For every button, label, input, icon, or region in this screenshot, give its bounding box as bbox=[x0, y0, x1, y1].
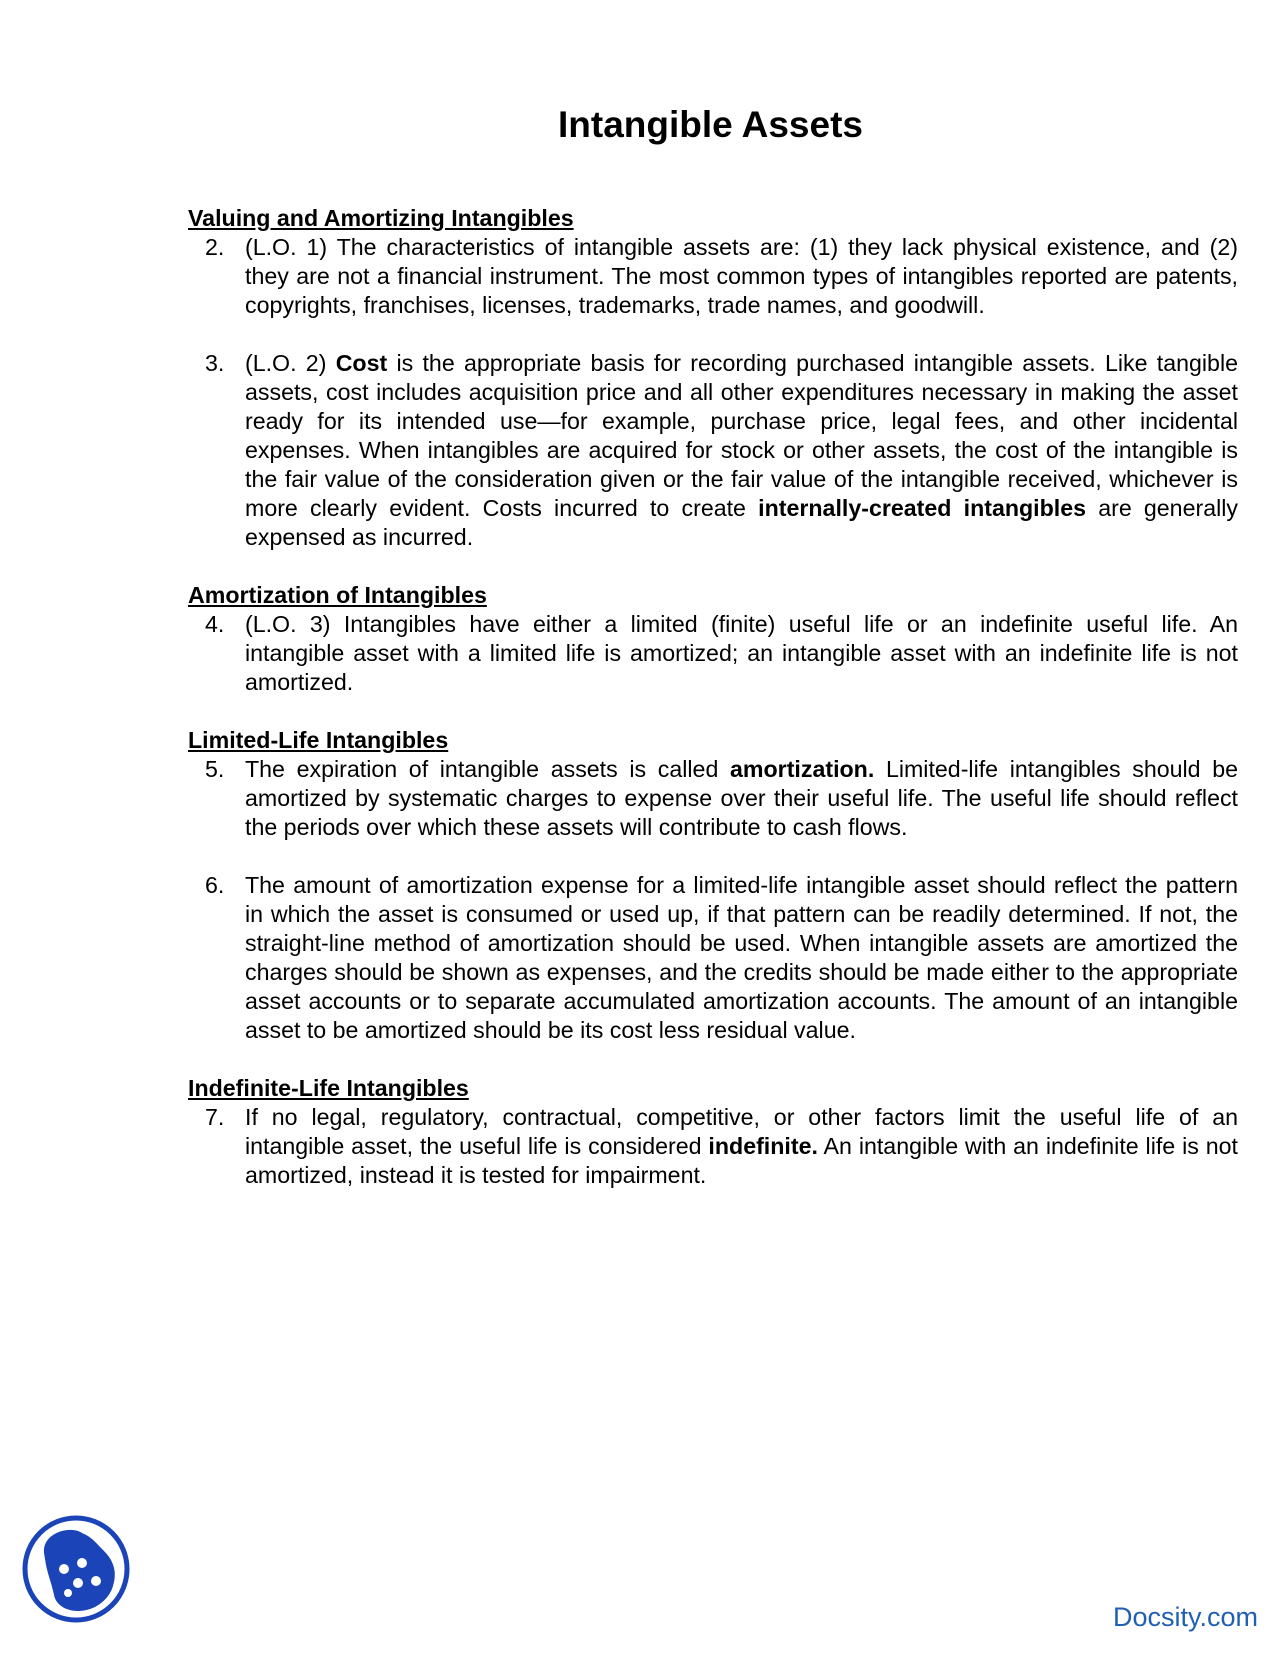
bold-term-amortization: amortization. bbox=[730, 756, 875, 782]
item-number: 7. bbox=[205, 1104, 225, 1130]
item-number: 3. bbox=[205, 350, 225, 376]
item-text: If no legal, regulatory, contractual, competitive, or other factors limit the useful life of an intangible asset, the useful life is considered indefinite. An intangible with an indefinite life is not amortized, instead it is tested for impairment. bbox=[245, 1104, 1238, 1188]
bold-term-internally-created: internally-created intangibles bbox=[758, 495, 1087, 521]
bold-term-cost: Cost bbox=[335, 350, 388, 376]
item-text: (L.O. 2) Cost is the appropriate basis for recording purchased intangible assets. Like tangible assets, cost includes acquisition price and all other expenditures necessary in making the asset ready for its intended use—for example, purchase price, legal fees, and other incidental expenses. When intangibles are acquired for stock or other assets, the cost of the intangible is the fair value of the consideration given or the fair value of the intangible received, whichever is more clearly evident. Costs incurred to create internally-created intangibles are generally expensed as incurred. bbox=[245, 350, 1238, 550]
list-item-4 bbox=[188, 610, 1238, 697]
item-text: (L.O. 3) Intangibles have either a limited (finite) useful life or an indefinite useful life. An intangible asset with a limited life is amortized; an intangible asset with an indefinite life is not amortized. bbox=[245, 611, 1238, 695]
section-heading-indefinite-life: Indefinite-Life Intangibles bbox=[188, 1075, 469, 1101]
item-number: 4. bbox=[205, 611, 225, 637]
item-number: 2. bbox=[205, 234, 225, 260]
bold-term-indefinite: indefinite. bbox=[708, 1133, 818, 1159]
list-item-6 bbox=[188, 871, 1238, 1045]
docsity-logo-icon[interactable] bbox=[20, 1513, 132, 1625]
section-heading-amortization: Amortization of Intangibles bbox=[188, 582, 487, 608]
document-body bbox=[188, 204, 1238, 1190]
page-title: Intangible Assets bbox=[558, 104, 863, 145]
item-text: The expiration of intangible assets is called amortization. Limited-life intangibles should be amortized by systematic charges to expense over their useful life. The useful life should reflect the periods over which these assets will contribute to cash flows. bbox=[245, 756, 1238, 840]
item-text: (L.O. 1) The characteristics of intangible assets are: (1) they lack physical existence, and (2) they are not a financial instrument. The most common types of intangibles reported are patents, copyrights, franchises, licenses, trademarks, trade names, and goodwill. bbox=[245, 234, 1238, 318]
list-item-7 bbox=[188, 1103, 1238, 1190]
list-item-3 bbox=[188, 349, 1238, 552]
section-heading-valuing: Valuing and Amortizing Intangibles bbox=[188, 205, 574, 231]
item-text: The amount of amortization expense for a limited-life intangible asset should reflect the pattern in which the asset is consumed or used up, if that pattern can be readily determined. If not, the straight-line method of amortization should be used. When intangible assets are amortized the charges should be shown as expenses, and the credits should be made either to the appropriate asset accounts or to separate accumulated amortization accounts. The amount of an intangible asset to be amortized should be its cost less residual value. bbox=[245, 872, 1238, 1043]
item-number: 5. bbox=[205, 756, 225, 782]
docsity-watermark-link[interactable]: Docsity.com bbox=[1112, 1602, 1258, 1632]
list-item-5 bbox=[188, 755, 1238, 842]
section-heading-limited-life: Limited-Life Intangibles bbox=[188, 727, 449, 753]
item-number: 6. bbox=[205, 872, 225, 898]
list-item-2 bbox=[188, 233, 1238, 320]
